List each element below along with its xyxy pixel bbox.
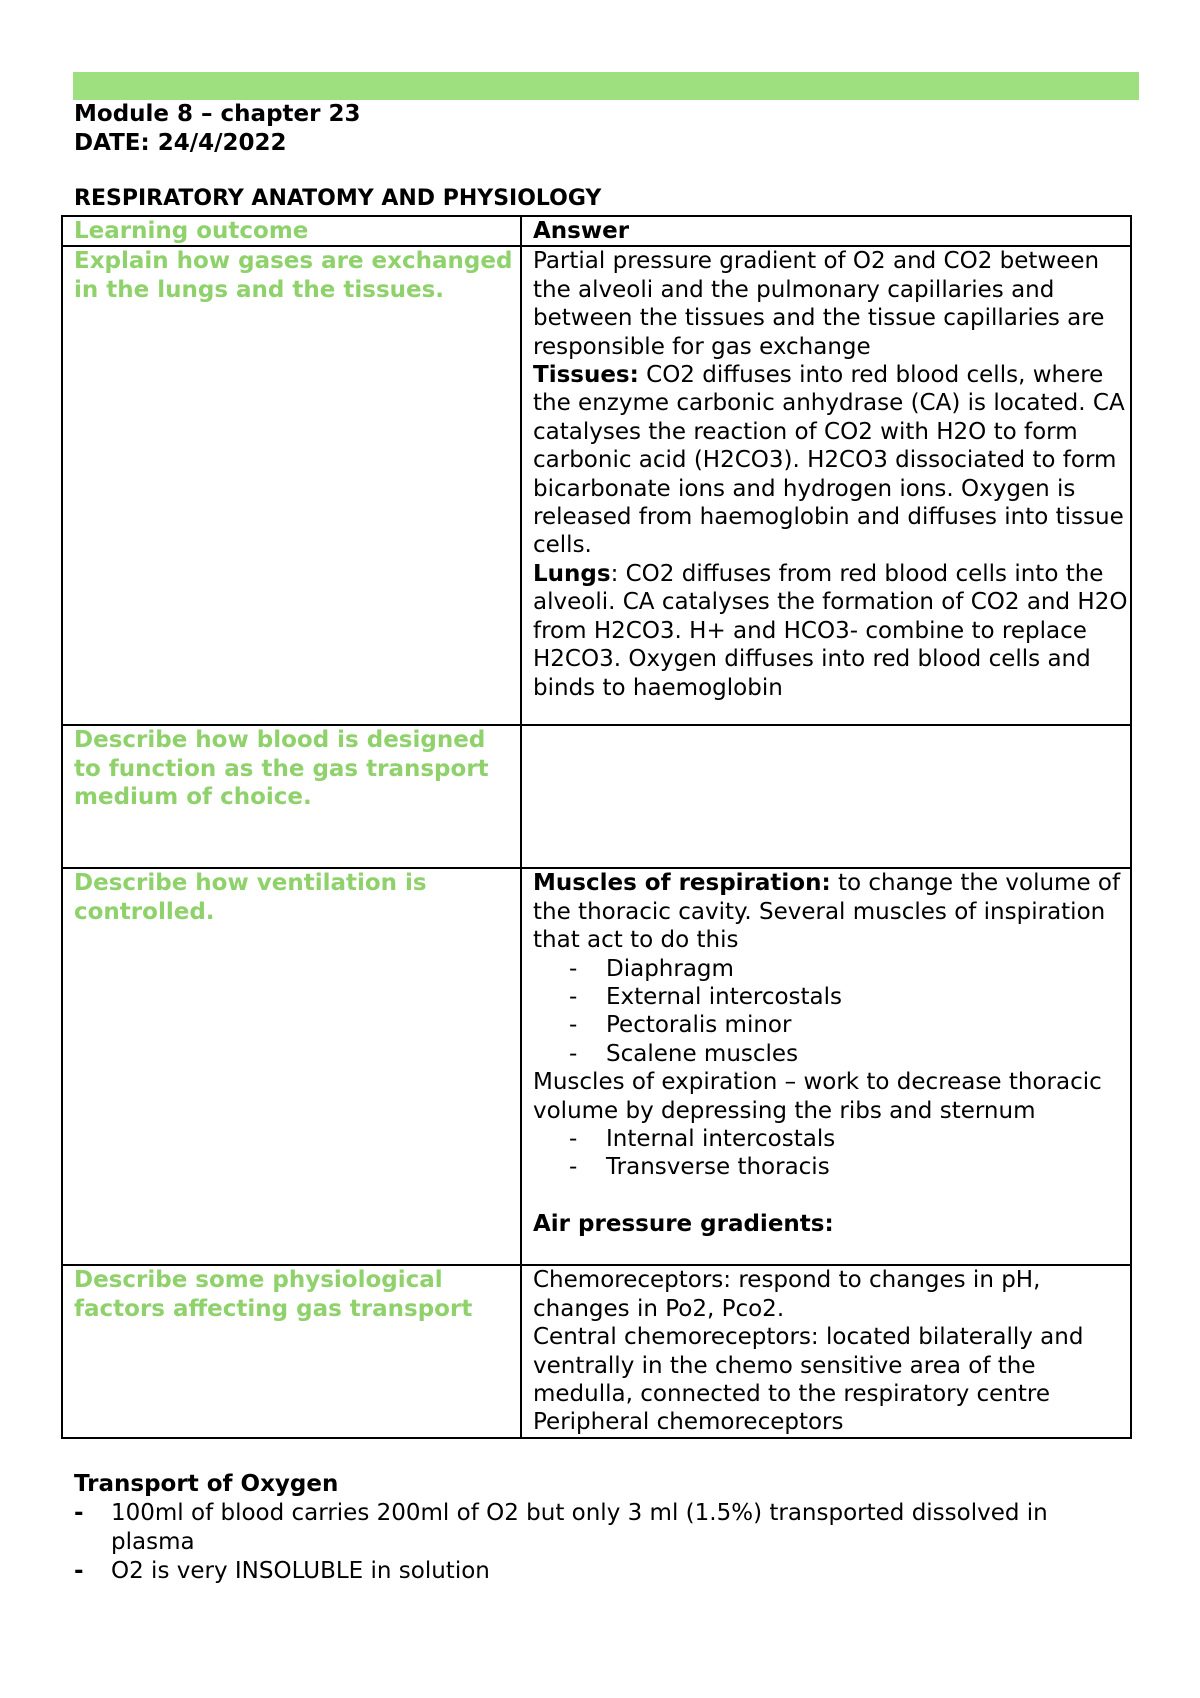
- module-heading: Module 8 – chapter 23: [74, 101, 361, 127]
- table-header-row: [62, 216, 1131, 246]
- learning-outcomes-table: [61, 215, 1132, 1439]
- expiration-muscles-list: [533, 1125, 1130, 1182]
- outcome-cell: Describe how ventilation is controlled.: [62, 868, 521, 1265]
- answer-cell: [521, 1265, 1131, 1437]
- tissues-text: CO2 diffuses into red blood cells, where the enzyme carbonic anhydrase (CA) is located. CA catalyses the reaction of CO2 with H2O to form carbonic acid (H2CO3). H2CO3 dissociated to form bicarbonate ions and hydrogen ions. Oxygen is released from haemoglobin and diffuses into tissue cells.: [533, 362, 1125, 559]
- muscles-label: Muscles of respiration:: [533, 870, 831, 897]
- air-pressure-heading: Air pressure gradients:: [533, 1211, 834, 1238]
- spacer: [533, 1182, 1130, 1210]
- peripheral-chemoreceptors-line: Peripheral chemoreceptors: [533, 1409, 844, 1436]
- central-chemoreceptors-line: Central chemoreceptors: located bilaterally and ventrally in the chemo sensitive area of the medulla, connected to the respiratory centre: [533, 1324, 1084, 1408]
- transport-list: [74, 1499, 1134, 1586]
- expiration-paragraph: Muscles of expiration – work to decrease thoracic volume by depressing the ribs and sternum: [533, 1069, 1102, 1124]
- lungs-text: : CO2 diffuses from red blood cells into the alveoli. CA catalyses the formation of CO2 and H2O from H2CO3. H+ and HCO3- combine to replace H2CO3. Oxygen diffuses into red blood cells and binds to haemoglobin: [533, 560, 1128, 701]
- answer-tissues: [533, 361, 1130, 560]
- outcome-cell: Describe how blood is designed to function as the gas transport medium of choice.: [62, 725, 521, 868]
- list-item: - Internal intercostals: [533, 1125, 1130, 1153]
- list-item: - Transverse thoracis: [533, 1153, 1130, 1181]
- transport-of-oxygen-section: [74, 1470, 1134, 1586]
- table-row: [62, 868, 1131, 1265]
- table-row: [62, 246, 1131, 725]
- list-item: - 100ml of blood carries 200ml of O2 but only 3 ml (1.5%) transported dissolved in plasma: [74, 1499, 1134, 1557]
- list-item: - O2 is very INSOLUBLE in solution: [74, 1557, 1134, 1586]
- chemoreceptors-line: Chemoreceptors: respond to changes in pH, changes in Po2, Pco2.: [533, 1267, 1041, 1322]
- document-header: [74, 100, 360, 158]
- table-row: [62, 725, 1131, 868]
- column-header-outcome: Learning outcome: [62, 216, 521, 246]
- tissues-label: Tissues:: [533, 362, 639, 389]
- answer-lungs: [533, 560, 1130, 702]
- section-title: RESPIRATORY ANATOMY AND PHYSIOLOGY: [74, 186, 602, 211]
- date-line: DATE: 24/4/2022: [74, 130, 287, 156]
- lungs-label: Lungs: [533, 560, 611, 587]
- list-item: - Pectoralis minor: [533, 1011, 1130, 1039]
- transport-title: Transport of Oxygen: [74, 1471, 339, 1497]
- outcome-cell: Describe some physiological factors affecting gas transport: [62, 1265, 521, 1437]
- header-accent-bar: [73, 72, 1139, 100]
- list-item: - Diaphragm: [533, 955, 1130, 983]
- column-header-answer: Answer: [521, 216, 1131, 246]
- answer-cell-empty: [521, 725, 1131, 868]
- muscles-paragraph: [533, 869, 1130, 954]
- answer-cell: [521, 246, 1131, 725]
- table-row: [62, 1265, 1131, 1437]
- inspiration-muscles-list: [533, 955, 1130, 1069]
- answer-intro: Partial pressure gradient of O2 and CO2 between the alveoli and the pulmonary capillaries and between the tissues and the tissue capillaries are responsible for gas exchange: [533, 248, 1105, 360]
- list-item: - Scalene muscles: [533, 1040, 1130, 1068]
- list-item: - External intercostals: [533, 983, 1130, 1011]
- outcome-cell: Explain how gases are exchanged in the lungs and the tissues.: [62, 246, 521, 725]
- answer-cell: [521, 868, 1131, 1265]
- muscles-text: to change the volume of the thoracic cavity. Several muscles of inspiration that act to do this: [533, 870, 1121, 954]
